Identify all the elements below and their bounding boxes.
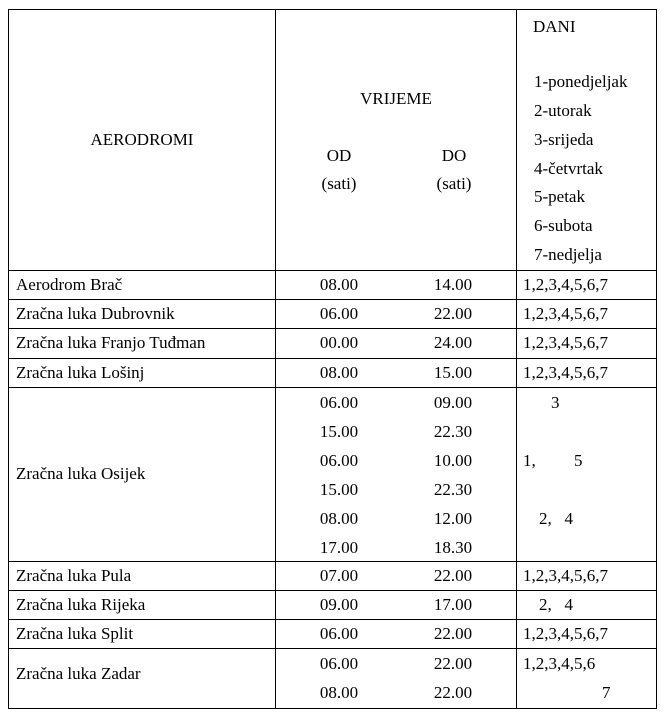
time-from: 00.00 [319, 333, 359, 352]
header-airports: AERODROMI [90, 130, 194, 149]
time-to: 22.00 [433, 683, 473, 702]
time-to: 12.00 [433, 509, 473, 528]
airport-hours-table [8, 9, 657, 709]
header-time: VRIJEME [360, 89, 432, 108]
time-to: 24.00 [433, 333, 473, 352]
time-from: 07.00 [319, 565, 359, 585]
days-legend-item: 1-ponedjeljak [534, 72, 628, 91]
row-divider [9, 328, 656, 329]
airport-name: Zračna luka Franjo Tuđman [16, 333, 206, 352]
header-to: DO [441, 146, 467, 165]
operating-days: 1,2,3,4,5,6,7 [523, 565, 608, 585]
operating-days: 3 [551, 393, 560, 412]
operating-days: 2, 4 [539, 509, 573, 528]
time-to: 22.00 [433, 623, 473, 643]
time-from: 06.00 [319, 303, 359, 323]
days-legend-item: 7-nedjelja [534, 245, 602, 264]
operating-days: 1,2,3,4,5,6,7 [523, 274, 608, 294]
time-to: 14.00 [433, 274, 473, 294]
column-divider [516, 10, 517, 708]
days-legend-item: 3-srijeda [534, 130, 594, 149]
days-legend-item: 2-utorak [534, 101, 592, 120]
operating-days: 1,2,3,4,5,6,7 [523, 362, 608, 382]
time-from: 06.00 [319, 623, 359, 643]
row-divider [9, 299, 656, 300]
time-to: 18.30 [433, 538, 473, 557]
days-legend-item: 4-četvrtak [534, 159, 603, 178]
row-divider [9, 561, 656, 562]
airport-name: Zračna luka Zadar [16, 664, 141, 683]
time-to: 17.00 [433, 594, 473, 614]
row-divider [9, 358, 656, 359]
column-divider [275, 10, 276, 708]
header-from-unit: (sati) [321, 174, 357, 193]
airport-name: Aerodrom Brač [16, 274, 123, 294]
header-from: OD [326, 146, 352, 165]
header-to-unit: (sati) [436, 174, 472, 193]
days-legend-item: 5-petak [534, 187, 585, 206]
time-to: 15.00 [433, 362, 473, 382]
operating-days: 1,2,3,4,5,6,7 [523, 303, 608, 323]
operating-days: 1,2,3,4,5,6 [523, 654, 596, 673]
operating-days: 1, 5 [523, 451, 583, 470]
airport-name: Zračna luka Split [16, 623, 134, 643]
time-from: 08.00 [319, 362, 359, 382]
time-from: 06.00 [319, 393, 359, 412]
time-from: 08.00 [319, 274, 359, 294]
time-from: 15.00 [319, 422, 359, 441]
days-legend-item: 6-subota [534, 216, 593, 235]
row-divider [9, 648, 656, 649]
time-to: 10.00 [433, 451, 473, 470]
time-to: 09.00 [433, 393, 473, 412]
time-to: 22.30 [433, 480, 473, 499]
time-from: 08.00 [319, 683, 359, 702]
time-from: 17.00 [319, 538, 359, 557]
operating-days: 2, 4 [539, 594, 573, 614]
time-from: 09.00 [319, 594, 359, 614]
row-divider [9, 387, 656, 388]
time-to: 22.00 [433, 303, 473, 323]
row-divider [9, 619, 656, 620]
airport-name: Zračna luka Lošinj [16, 362, 145, 382]
time-from: 15.00 [319, 480, 359, 499]
airport-name: Zračna luka Rijeka [16, 594, 146, 614]
row-divider [9, 270, 656, 271]
airport-name: Zračna luka Dubrovnik [16, 303, 175, 323]
row-divider [9, 590, 656, 591]
time-from: 06.00 [319, 451, 359, 470]
time-from: 08.00 [319, 509, 359, 528]
operating-days: 1,2,3,4,5,6,7 [523, 623, 608, 643]
airport-name: Zračna luka Osijek [16, 464, 146, 483]
airport-name: Zračna luka Pula [16, 565, 132, 585]
time-to: 22.00 [433, 565, 473, 585]
time-from: 06.00 [319, 654, 359, 673]
operating-days: 7 [602, 683, 611, 702]
time-to: 22.30 [433, 422, 473, 441]
operating-days: 1,2,3,4,5,6,7 [523, 333, 608, 352]
time-to: 22.00 [433, 654, 473, 673]
header-days: DANI [533, 17, 576, 36]
